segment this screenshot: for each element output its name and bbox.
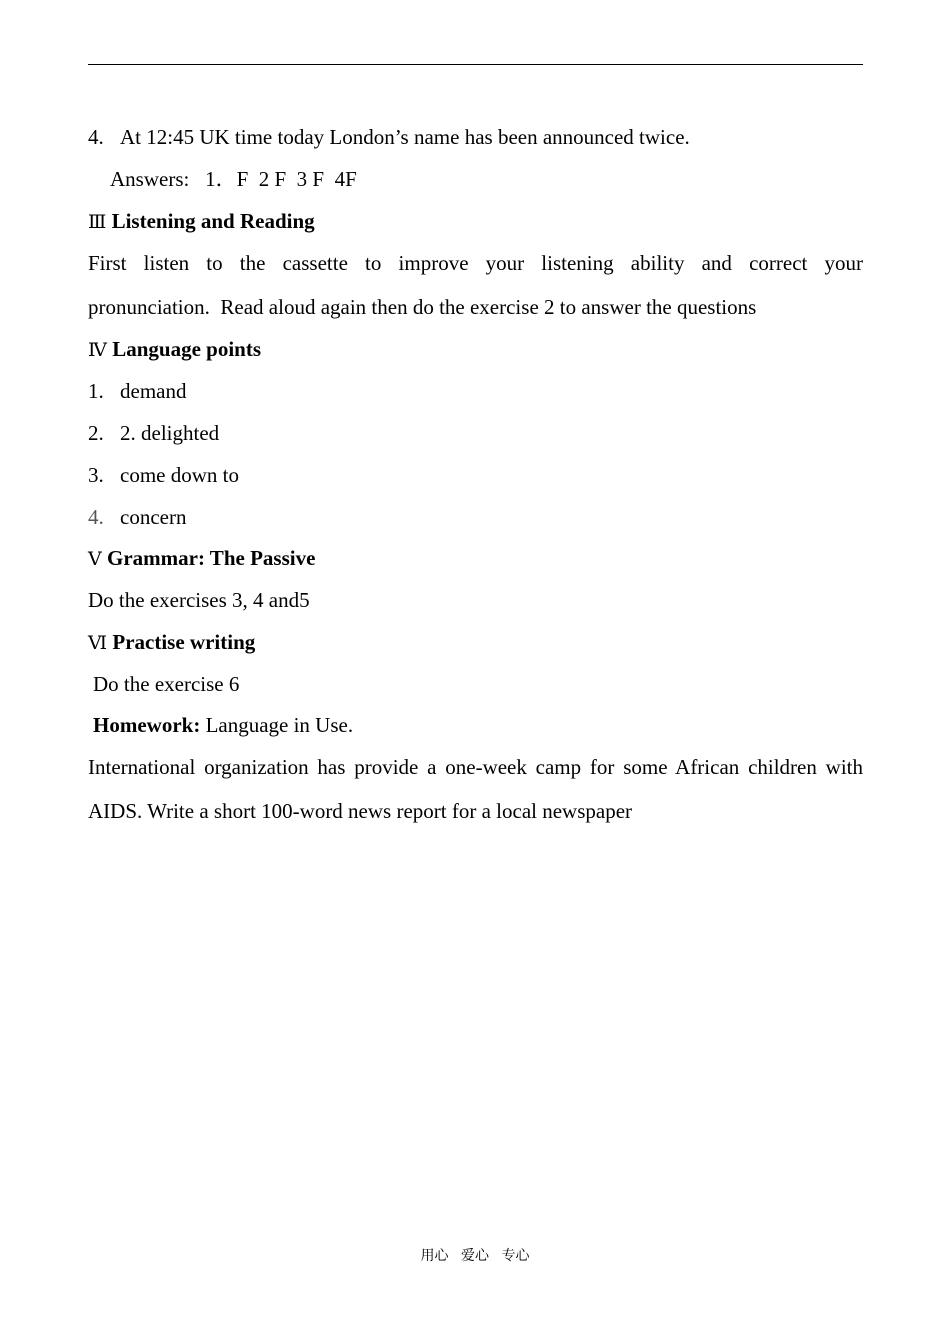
list-item (88, 379, 186, 403)
exercise-text: Do the exercises 3, 4 and5 (88, 588, 310, 612)
list-text: come down to (120, 463, 239, 487)
list-item (88, 463, 239, 487)
paragraph-line: pronunciation. Read aloud again then do the exercise 2 to answer the questions (88, 295, 757, 319)
list-text: 2. delighted (120, 421, 220, 445)
section-heading-grammar (88, 546, 315, 571)
section-heading-language-points (88, 337, 261, 362)
section-title: Language points (112, 337, 262, 361)
paragraph-line: International organization has provide a one-week camp for some African children with (88, 755, 863, 779)
roman-numeral: Ⅲ (88, 211, 107, 233)
homework-label: Homework: (93, 713, 201, 737)
section-heading-writing (88, 630, 255, 655)
list-text: At 12:45 UK time today London’s name has been announced twice. (120, 125, 690, 149)
page-footer: 用心 爱心 专心 (420, 1248, 530, 1264)
section-title: Practise writing (112, 630, 256, 654)
list-item (88, 505, 186, 529)
list-text: demand (120, 379, 187, 403)
roman-numeral: Ⅳ (88, 339, 107, 361)
section-title: Grammar: The Passive (106, 546, 316, 570)
paragraph-line: AIDS. Write a short 100-word news report for a local newspaper (88, 799, 633, 823)
homework-text: Language in Use. (205, 713, 354, 737)
header-rule (88, 64, 863, 65)
list-number: 3. (88, 463, 104, 487)
list-text: concern (120, 505, 187, 529)
homework-line (93, 713, 353, 737)
list-number: 1. (88, 379, 104, 403)
list-number: 4. (88, 505, 104, 529)
section-title: Listening and Reading (111, 209, 315, 233)
list-item (88, 421, 219, 445)
section-heading-listening-reading (88, 209, 315, 234)
exercise-text: Do the exercise 6 (93, 672, 240, 696)
list-item-4 (88, 125, 690, 149)
roman-numeral: Ⅴ (88, 548, 102, 570)
answers-line: Answers: 1．F 2 F 3 F 4F (110, 167, 357, 191)
list-number: 2. (88, 421, 104, 445)
paragraph-line: First listen to the cassette to improve your listening ability and correct your (88, 251, 863, 275)
roman-numeral: Ⅵ (88, 632, 108, 654)
list-number: 4. (88, 125, 104, 149)
